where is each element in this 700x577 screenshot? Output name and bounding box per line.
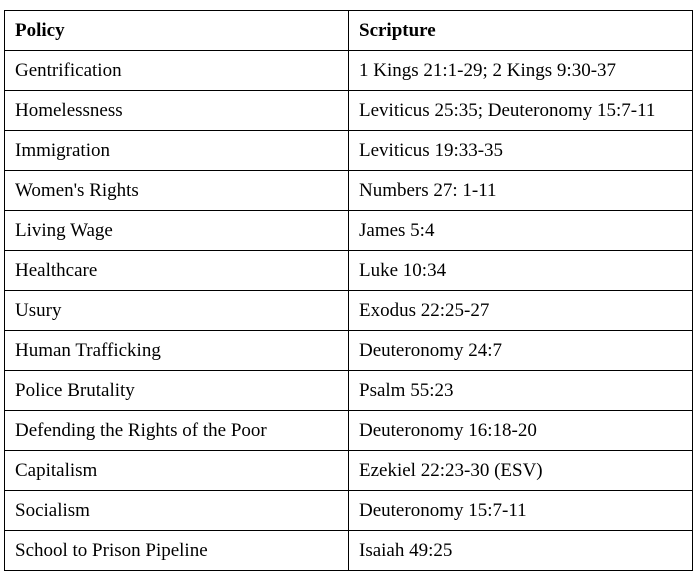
policy-cell: Socialism [5,491,349,531]
scripture-cell: Numbers 27: 1-11 [349,171,693,211]
table-row [5,51,693,91]
policy-cell: Immigration [5,131,349,171]
table-row [5,331,693,371]
scripture-column-header: Scripture [349,11,693,51]
scripture-cell: Exodus 22:25-27 [349,291,693,331]
scripture-cell: James 5:4 [349,211,693,251]
policy-cell: Police Brutality [5,371,349,411]
scripture-cell: Deuteronomy 16:18-20 [349,411,693,451]
scripture-cell: Deuteronomy 15:7-11 [349,491,693,531]
policy-scripture-table [4,10,693,571]
table-row [5,251,693,291]
scripture-cell: Deuteronomy 24:7 [349,331,693,371]
scripture-cell: 1 Kings 21:1-29; 2 Kings 9:30-37 [349,51,693,91]
scripture-cell: Luke 10:34 [349,251,693,291]
table-row [5,171,693,211]
table-row [5,211,693,251]
policy-cell: Healthcare [5,251,349,291]
policy-cell: Human Trafficking [5,331,349,371]
policy-cell: Capitalism [5,451,349,491]
policy-cell: Usury [5,291,349,331]
policy-cell: Homelessness [5,91,349,131]
table-row [5,291,693,331]
policy-cell: School to Prison Pipeline [5,531,349,571]
policy-cell: Women's Rights [5,171,349,211]
table-row [5,91,693,131]
scripture-cell: Leviticus 25:35; Deuteronomy 15:7-11 [349,91,693,131]
scripture-cell: Psalm 55:23 [349,371,693,411]
policy-cell: Living Wage [5,211,349,251]
scripture-cell: Leviticus 19:33-35 [349,131,693,171]
policy-cell: Defending the Rights of the Poor [5,411,349,451]
table-row [5,451,693,491]
table-row [5,531,693,571]
table-row [5,131,693,171]
scripture-cell: Isaiah 49:25 [349,531,693,571]
policy-cell: Gentrification [5,51,349,91]
policy-scripture-table-container [4,10,693,571]
policy-column-header: Policy [5,11,349,51]
scripture-cell: Ezekiel 22:23-30 (ESV) [349,451,693,491]
table-row [5,411,693,451]
table-row [5,371,693,411]
table-row [5,491,693,531]
table-header-row [5,11,693,51]
